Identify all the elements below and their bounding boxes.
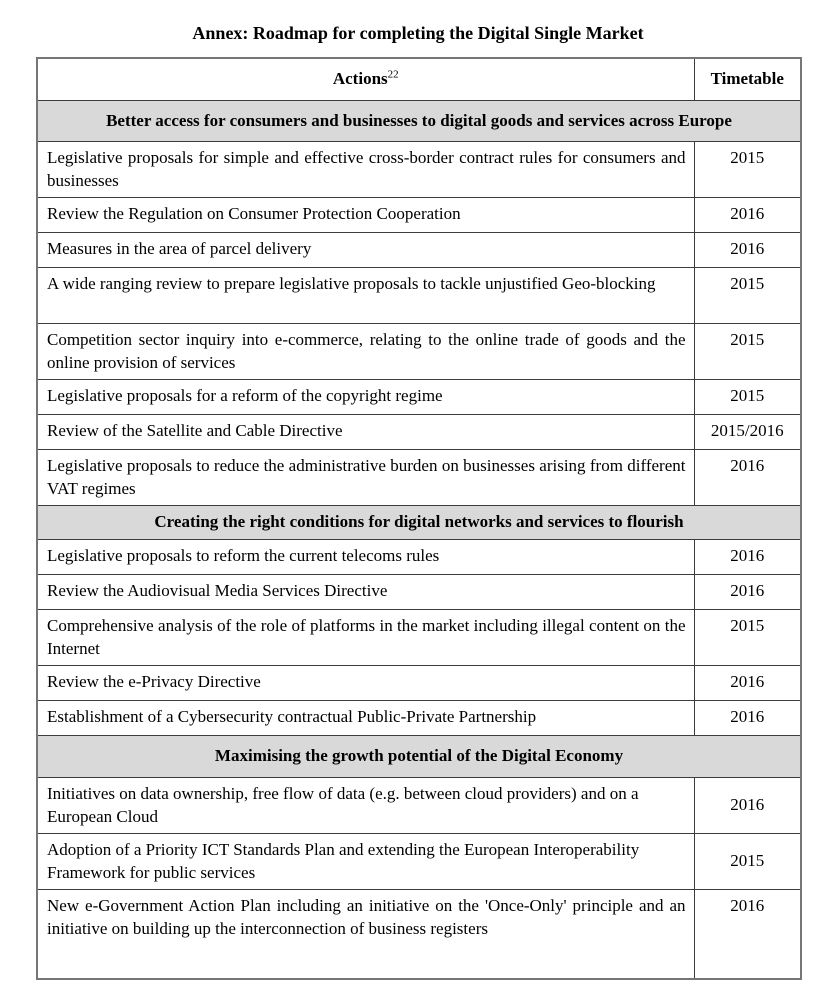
action-cell: Legislative proposals for a reform of the copyright regime [37,379,694,414]
action-cell: Competition sector inquiry into e-commerce, relating to the online trade of goods and the online provision of services [37,323,694,379]
table-row [37,777,801,833]
timetable-cell: 2015 [694,323,801,379]
section-title: Maximising the growth potential of the Digital Economy [37,735,801,777]
column-header-actions-label: Actions [332,69,388,89]
section-title: Creating the right conditions for digital networks and services to flourish [37,505,801,539]
timetable-cell: 2015 [694,267,801,323]
timetable-cell: 2015 [694,833,801,889]
table-row [37,539,801,574]
page-title: Annex: Roadmap for completing the Digital Single Market [192,23,644,43]
section-header-row [37,505,801,539]
action-cell: Measures in the area of parcel delivery [37,232,694,267]
action-cell: Review the Regulation on Consumer Protection Cooperation [37,197,694,232]
timetable-cell: 2016 [694,700,801,735]
table-row [37,323,801,379]
timetable-cell: 2016 [694,449,801,505]
column-header-actions [37,58,694,100]
action-cell: Initiatives on data ownership, free flow of data (e.g. between cloud providers) and on a European Cloud [37,777,694,833]
section-header-row [37,100,801,141]
table-row [37,379,801,414]
timetable-cell: 2016 [694,232,801,267]
timetable-cell: 2015/2016 [694,414,801,449]
table-row [37,267,801,323]
table-row [37,141,801,197]
table-row [37,700,801,735]
section-header-row [37,735,801,777]
timetable-cell: 2015 [694,141,801,197]
action-cell: Review of the Satellite and Cable Directive [37,414,694,449]
action-cell: Review the e-Privacy Directive [37,665,694,700]
timetable-cell: 2015 [694,609,801,665]
table-row [37,449,801,505]
timetable-cell: 2016 [694,777,801,833]
roadmap-table [36,57,802,980]
table-row [37,232,801,267]
timetable-cell: 2016 [694,889,801,979]
table-row [37,414,801,449]
table-row [37,609,801,665]
timetable-cell: 2016 [694,197,801,232]
table-row [37,889,801,979]
action-cell: Legislative proposals for simple and effective cross-border contract rules for consumers and businesses [37,141,694,197]
table-row [37,197,801,232]
timetable-cell: 2016 [694,574,801,609]
action-cell: Comprehensive analysis of the role of platforms in the market including illegal content on the Internet [37,609,694,665]
timetable-cell: 2015 [694,379,801,414]
action-cell: Legislative proposals to reform the current telecoms rules [37,539,694,574]
action-cell: Adoption of a Priority ICT Standards Plan and extending the European Interoperability Framework for public services [37,833,694,889]
table-row [37,574,801,609]
timetable-cell: 2016 [694,665,801,700]
footnote-reference: 22 [387,68,399,81]
table-row [37,833,801,889]
action-cell: Legislative proposals to reduce the administrative burden on businesses arising from different VAT regimes [37,449,694,505]
action-cell: A wide ranging review to prepare legislative proposals to tackle unjustified Geo-blocking [37,267,694,323]
section-title: Better access for consumers and businesses to digital goods and services across Europe [37,100,801,141]
action-cell: Review the Audiovisual Media Services Directive [37,574,694,609]
action-cell: Establishment of a Cybersecurity contractual Public-Private Partnership [37,700,694,735]
column-header-timetable: Timetable [694,58,801,100]
action-cell: New e-Government Action Plan including an initiative on the 'Once-Only' principle and an initiative on building up the interconnection of business registers [37,889,694,979]
timetable-cell: 2016 [694,539,801,574]
table-row [37,665,801,700]
table-header-row [37,58,801,100]
